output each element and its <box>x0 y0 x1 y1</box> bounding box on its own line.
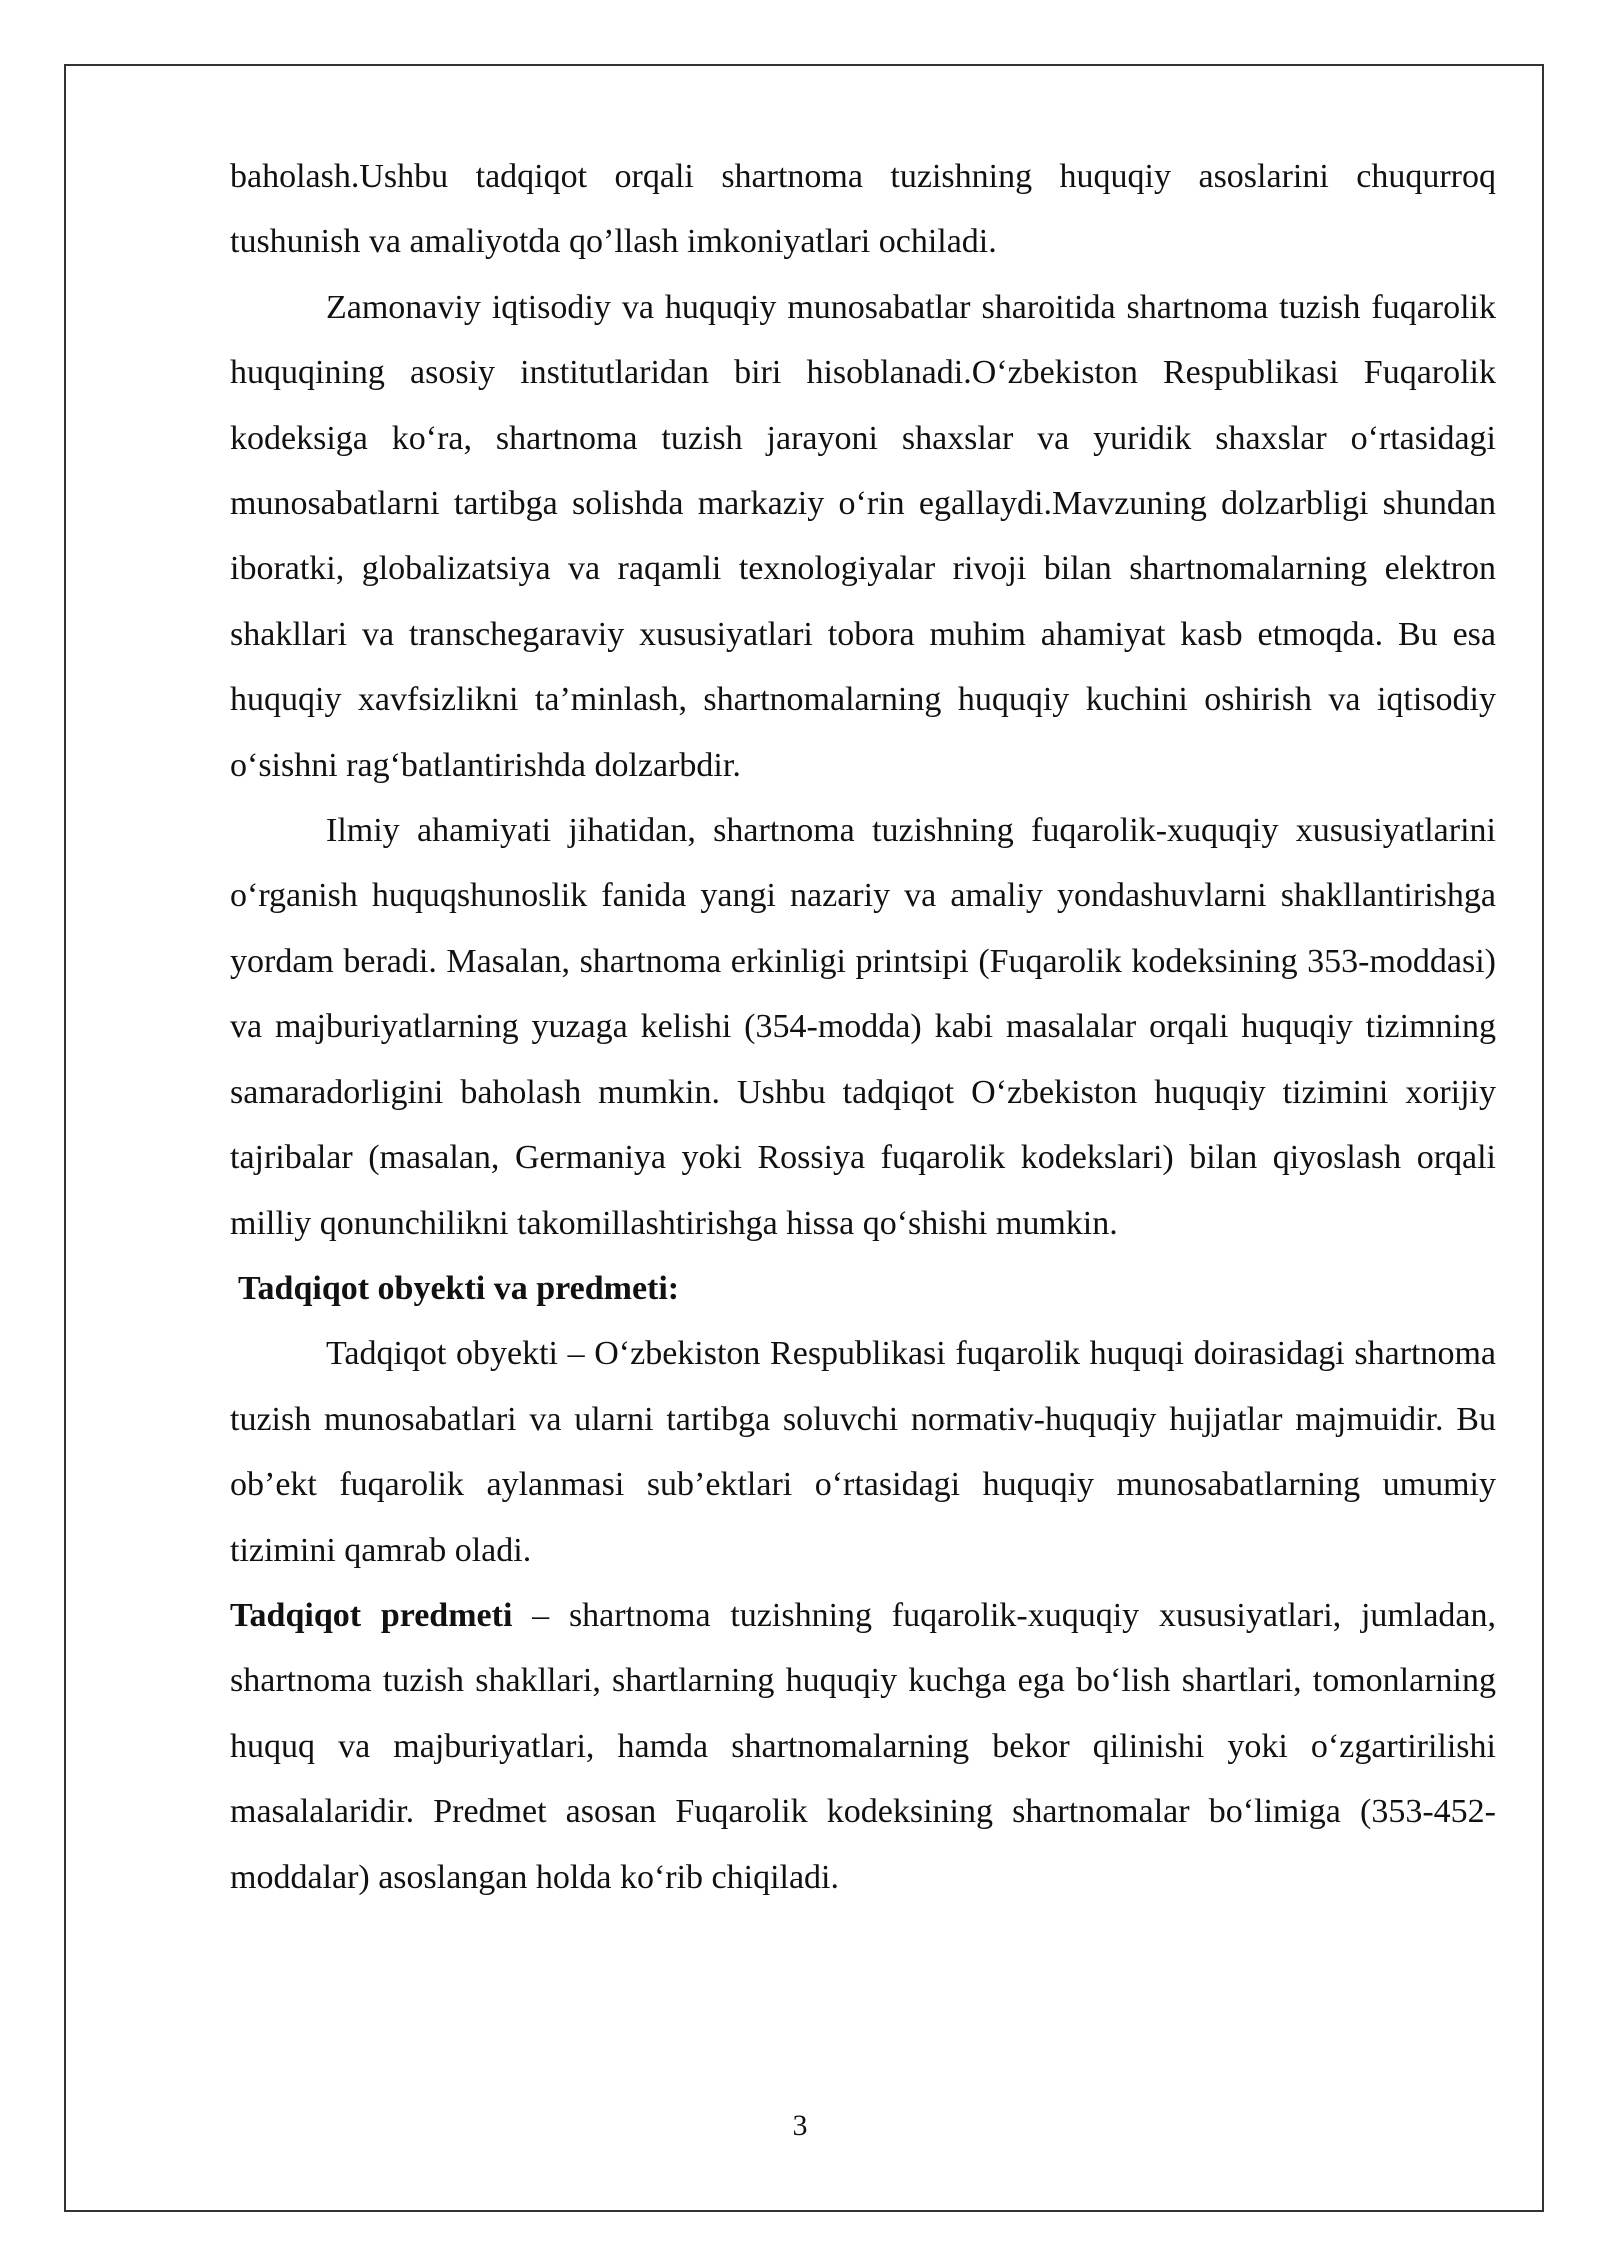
paragraph-continuation: baholash.Ushbu tadqiqot orqali shartnoma tuzishning huquqiy asoslarini chuqurroq tushunish va amaliyotda qo’llash imkoniyatlari ochiladi. <box>230 158 1496 261</box>
section-heading: Tadqiqot obyekti va predmeti: <box>238 1269 680 1307</box>
research-subject-term: Tadqiqot predmeti <box>230 1596 513 1634</box>
paragraph-research-subject <box>230 1583 1496 1910</box>
paragraph-research-object: Tadqiqot obyekti – O‘zbekiston Respublikasi fuqarolik huquqi doirasidagi shartnoma tuzish munosabatlari va ularni tartibga soluvchi normativ-huquqiy hujjatlar majmuidir. Bu ob’ekt fuqarolik aylanmasi sub’ektlari o‘rtasidagi huquqiy munosabatlarning umumiy tizimini qamrab oladi. <box>230 1335 1496 1569</box>
research-subject-text: – shartnoma tuzishning fuqarolik-xuquqiy xususiyatlari, jumladan, shartnoma tuzish shakllari, shartlarning huquqiy kuchga ega bo‘lish shartlari, tomonlarning huquq va majburiyatlari, hamda shartnomalarning bekor qilinishi yoki o‘zgartirilishi masalalaridir. Predmet asosan Fuqarolik kodeksining shartnomalar bo‘limiga (353-452-moddalar) asoslangan holda ko‘rib chiqiladi. <box>230 1596 1496 1896</box>
document-body <box>230 144 1496 1910</box>
paragraph-relevance: Zamonaviy iqtisodiy va huquqiy munosabatlar sharoitida shartnoma tuzish fuqarolik huquqining asosiy institutlaridan biri hisoblanadi.O‘zbekiston Respublikasi Fuqarolik kodeksiga ko‘ra, shartnoma tuzish jarayoni shaxslar va yuridik shaxslar o‘rtasidagi munosabatlarni tartibga solishda markaziy o‘rin egallaydi.Mavzuning dolzarbligi shundan iboratki, globalizatsiya va raqamli texnologiyalar rivoji bilan shartnomalarning elektron shakllari va transchegaraviy xususiyatlari tobora muhim ahamiyat kasb etmoqda. Bu esa huquqiy xavfsizlikni ta’minlash, shartnomalarning huquqiy kuchini oshirish va iqtisodiy o‘sishni rag‘batlantirishda dolzarbdir. <box>230 288 1496 784</box>
paragraph-scientific-significance: Ilmiy ahamiyati jihatidan, shartnoma tuzishning fuqarolik-xuquqiy xususiyatlarini o‘rganish huquqshunoslik fanida yangi nazariy va amaliy yondashuvlarni shakllantirishga yordam beradi. Masalan, shartnoma erkinligi printsipi (Fuqarolik kodeksining 353-moddasi) va majburiyatlarning yuzaga kelishi (354-modda) kabi masalalar orqali huquqiy tizimning samaradorligini baholash mumkin. Ushbu tadqiqot O‘zbekiston huquqiy tizimini xorijiy tajribalar (masalan, Germaniya yoki Rossiya fuqarolik kodekslari) bilan qiyoslash orqali milliy qonunchilikni takomillashtirishga hissa qo‘shishi mumkin. <box>230 812 1496 1242</box>
page-number: 3 <box>792 2109 808 2142</box>
